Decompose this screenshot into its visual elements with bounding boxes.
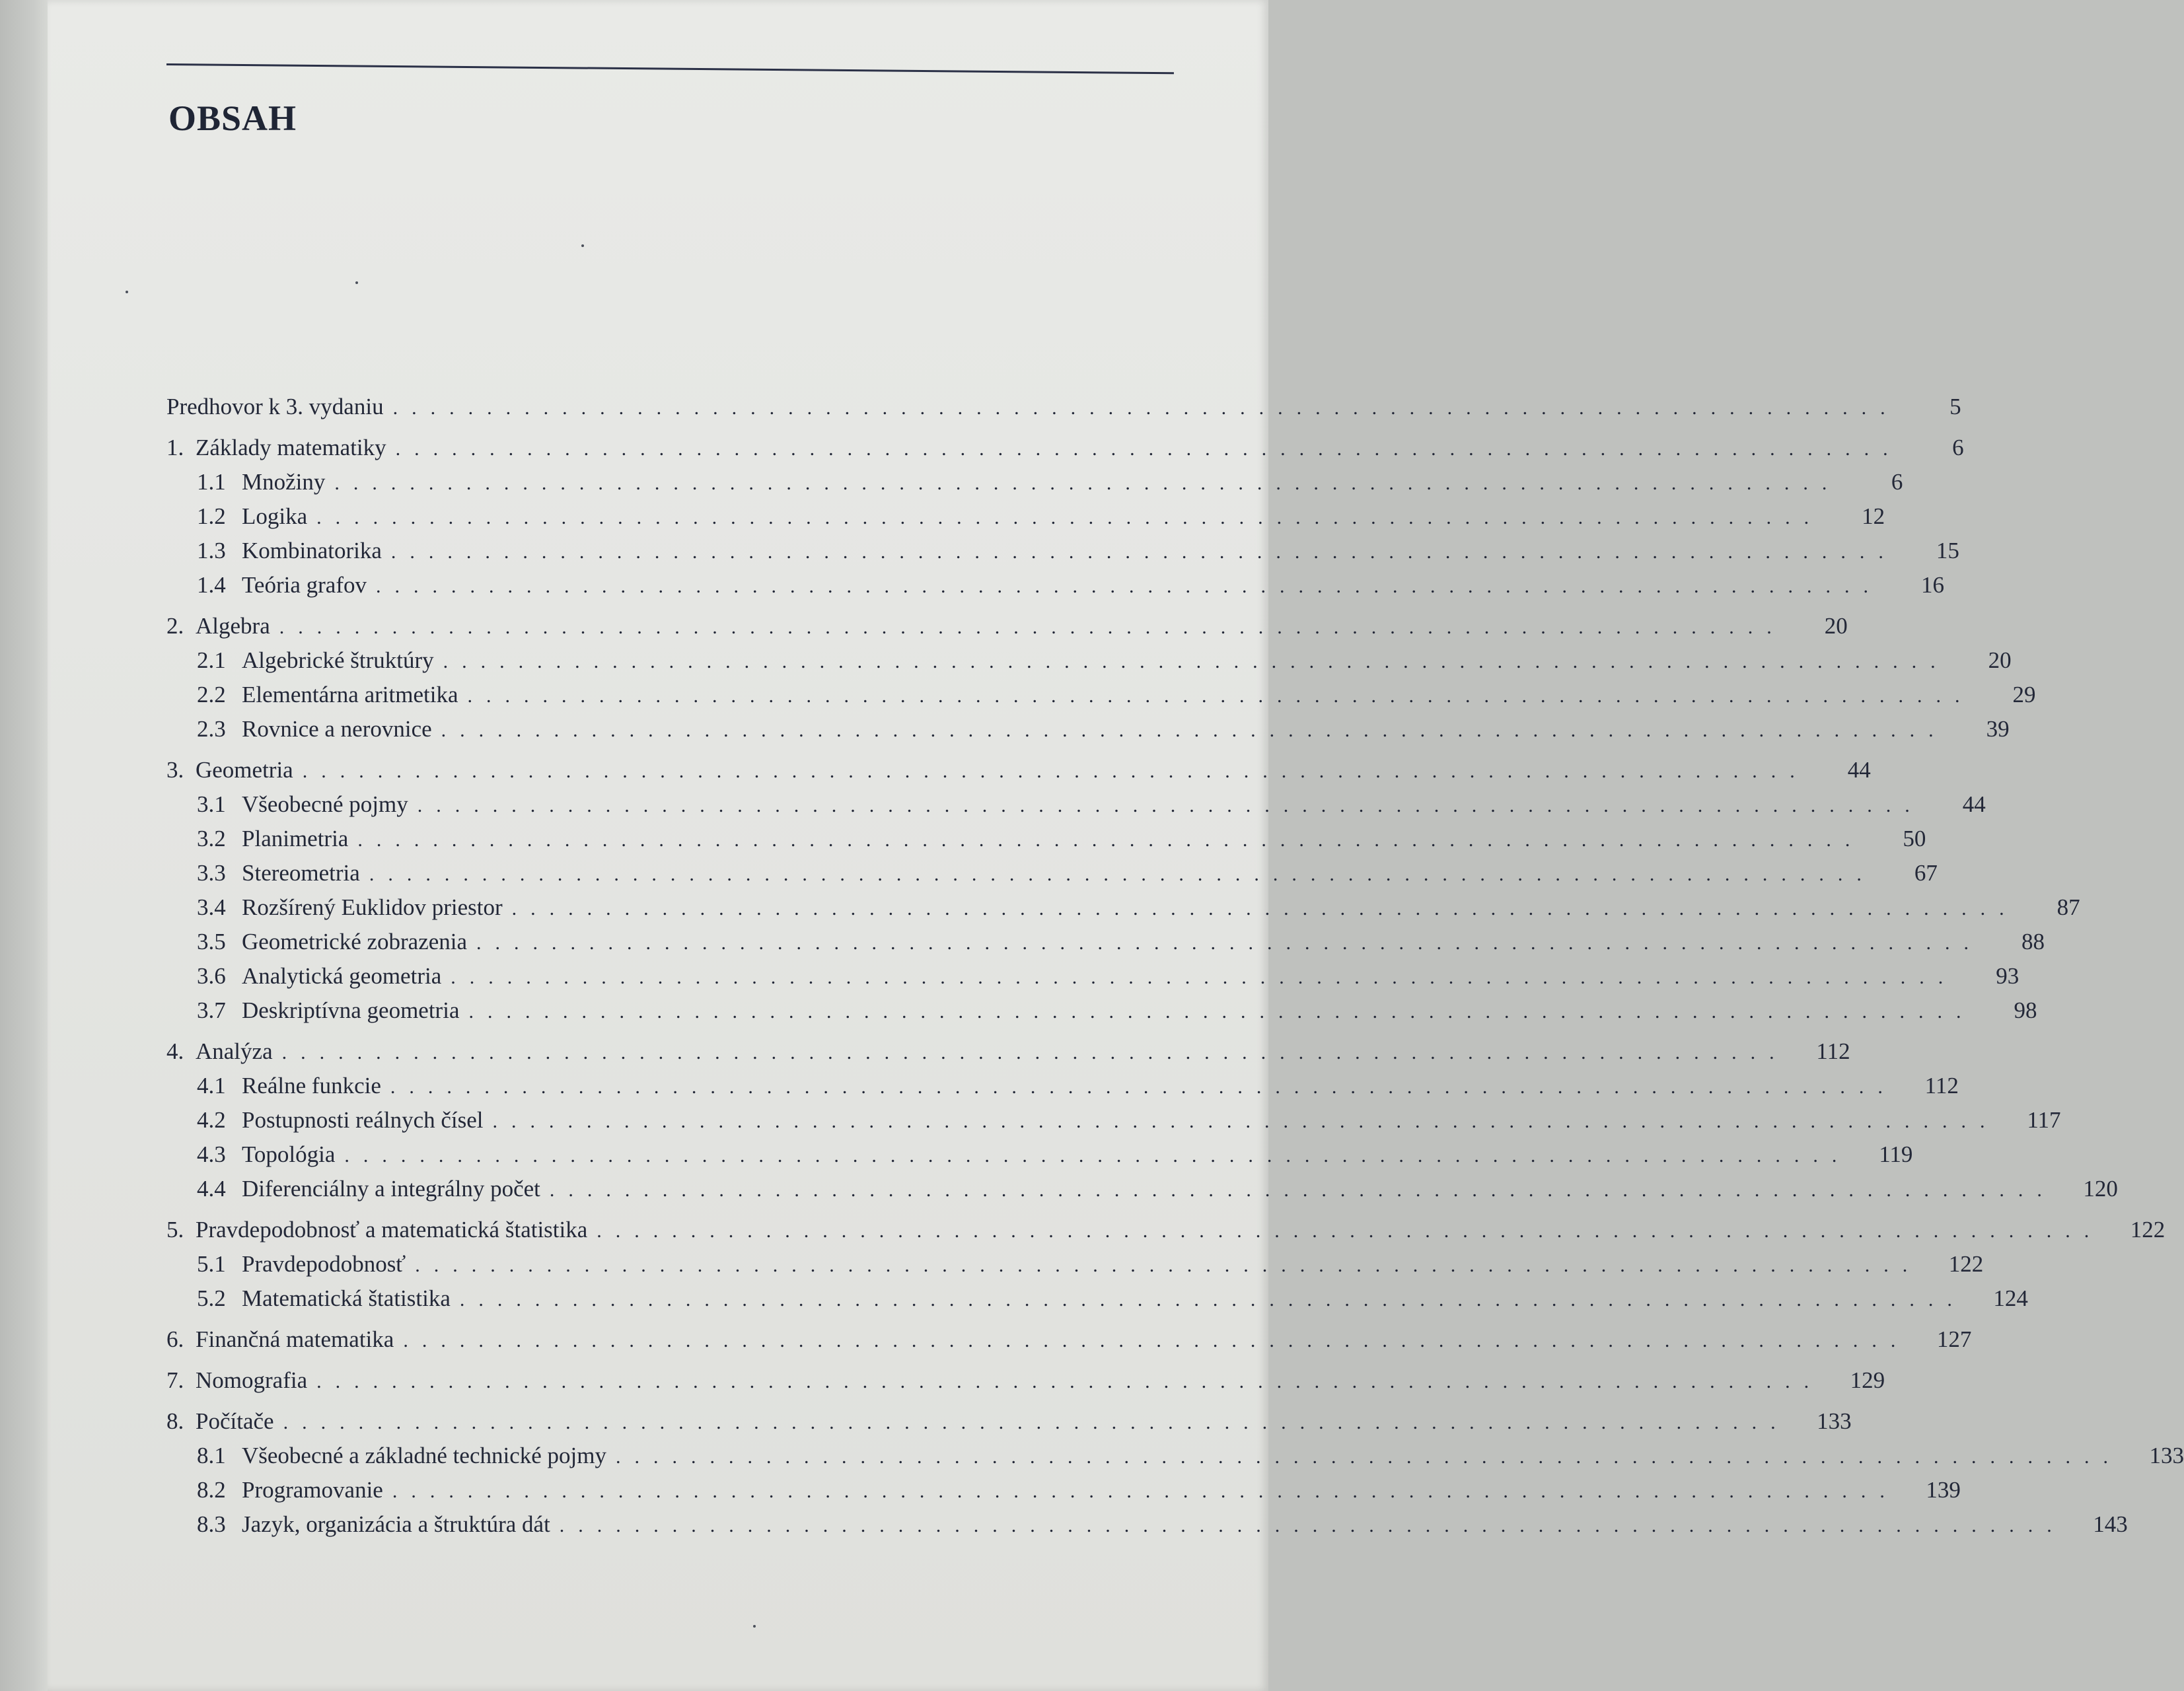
toc-section-row xyxy=(166,678,2036,712)
dot-leader: ................................................................................ xyxy=(511,898,2018,919)
toc-page-number: 129 xyxy=(1850,1367,1885,1393)
toc-entry-number: 1.4 xyxy=(197,572,226,598)
toc-section-row xyxy=(166,1137,1913,1172)
toc-entry-number: 5.2 xyxy=(197,1285,226,1311)
toc-page-number: 50 xyxy=(1903,826,1926,851)
toc-section-row xyxy=(166,1281,2028,1316)
toc-entry-title: Základy matematiky xyxy=(196,435,386,460)
toc-entry-number: 3.7 xyxy=(197,997,226,1023)
toc-entry-title: Elementárna aritmetika xyxy=(242,682,458,707)
toc-chapter-row xyxy=(166,431,1964,465)
dot-leader: ................................................................................ xyxy=(597,1220,2103,1242)
toc-page-number: 133 xyxy=(1817,1408,1852,1434)
toc-entry-number: 8.2 xyxy=(197,1477,226,1503)
dot-leader: ................................................................................ xyxy=(390,541,1897,563)
dot-leader: ................................................................................ xyxy=(316,1371,1823,1392)
toc-page-number: 122 xyxy=(2130,1217,2166,1242)
toc-entry-number: 2.2 xyxy=(197,682,226,707)
toc-entry-title: Teória grafov xyxy=(242,572,367,598)
book-page xyxy=(48,0,2184,1691)
toc-entry-number: 2. xyxy=(166,613,184,639)
toc-entry-title: Deskriptívna geometria xyxy=(242,997,460,1023)
toc-chapter-row xyxy=(166,1322,1972,1357)
toc-section-row xyxy=(166,1103,2061,1137)
page-title: OBSAH xyxy=(168,98,297,138)
toc-section-row xyxy=(166,925,2045,959)
toc-entry-title: Stereometria xyxy=(242,860,360,886)
toc-entry-title: Logika xyxy=(242,503,308,529)
toc-entry-number: 8.1 xyxy=(197,1443,226,1468)
toc-section-row xyxy=(166,643,2012,678)
toc-entry-title: Programovanie xyxy=(242,1477,383,1503)
toc-page-number: 20 xyxy=(1824,613,1848,639)
toc-entry-title: Algebrické štruktúry xyxy=(242,647,434,673)
toc-page-number: 119 xyxy=(1879,1141,1913,1167)
toc-chapter-row xyxy=(166,1213,2166,1247)
toc-section-row xyxy=(166,1473,1961,1507)
toc-section-row xyxy=(166,568,1944,602)
dot-leader: ................................................................................ xyxy=(392,1480,1899,1502)
toc-page-number: 67 xyxy=(1914,860,1938,886)
toc-page-number: 16 xyxy=(1920,572,1944,598)
toc-entry-number: 1.3 xyxy=(197,538,226,563)
paper-speck xyxy=(126,291,128,293)
toc-section-row xyxy=(166,1069,1959,1103)
toc-page-number: 12 xyxy=(1862,503,1885,529)
paper-speck xyxy=(355,281,358,284)
toc-chapter-row xyxy=(166,753,1871,787)
dot-leader: ................................................................................ xyxy=(549,1179,2056,1201)
toc-entry-title: Počítače xyxy=(196,1408,274,1434)
toc-entry-title: Planimetria xyxy=(242,826,349,851)
dot-leader: ................................................................................ xyxy=(283,1412,1790,1433)
toc-section-row xyxy=(166,1247,1984,1281)
toc-chapter-row xyxy=(166,1363,1885,1398)
toc-entry-title: Množiny xyxy=(242,469,326,495)
toc-page-number: 112 xyxy=(1924,1073,1959,1098)
toc-entry-number: 3.6 xyxy=(197,963,226,989)
dot-leader: ................................................................................ xyxy=(441,719,1947,741)
dot-leader: ................................................................................ xyxy=(492,1110,1999,1132)
dot-leader: ................................................................................ xyxy=(395,438,1902,460)
dot-leader: ................................................................................ xyxy=(443,651,1949,672)
toc-page-number: 122 xyxy=(1948,1251,1984,1277)
dot-leader: ................................................................................ xyxy=(392,397,1899,419)
dot-leader: ................................................................................ xyxy=(403,1330,1910,1351)
toc-entry-number: 4.1 xyxy=(197,1073,226,1098)
toc-entry-number: 7. xyxy=(166,1367,184,1393)
toc-entry-number: 1.2 xyxy=(197,503,226,529)
toc-page-number: 120 xyxy=(2083,1176,2118,1202)
dot-leader: ................................................................................ xyxy=(615,1446,2122,1468)
toc-page-number: 93 xyxy=(1996,963,2020,989)
toc-entry-number: 1. xyxy=(166,435,184,460)
toc-section-row xyxy=(166,822,1926,856)
toc-page-number: 15 xyxy=(1936,538,1959,563)
toc-section-row xyxy=(166,534,1959,568)
toc-section-row xyxy=(166,712,2010,746)
toc-entry-number: 2.3 xyxy=(197,716,226,742)
toc-entry-title: Pravdepodobnosť xyxy=(242,1251,406,1277)
toc-entry-title: Predhovor k 3. vydaniu xyxy=(166,394,384,419)
toc-entry-title: Všeobecné a základné technické pojmy xyxy=(242,1443,606,1468)
toc-entry-number: 3. xyxy=(166,757,184,783)
toc-page-number: 139 xyxy=(1926,1477,1961,1503)
toc-entry-title: Diferenciálny a integrálny počet xyxy=(242,1176,540,1202)
dot-leader: ................................................................................ xyxy=(459,1289,1966,1311)
dot-leader: ................................................................................ xyxy=(451,966,1957,988)
toc-page-number: 133 xyxy=(2149,1443,2184,1468)
toc-entry-title: Pravdepodobnosť a matematická štatistika xyxy=(196,1217,588,1242)
toc-section-row xyxy=(166,993,2037,1028)
toc-page-number: 88 xyxy=(2021,929,2045,954)
table-of-contents xyxy=(166,390,2184,1542)
toc-page-number: 5 xyxy=(1949,394,1961,419)
toc-entry-number: 3.2 xyxy=(197,826,226,851)
toc-page-number: 20 xyxy=(1988,647,2012,673)
paper-speck xyxy=(753,1625,756,1628)
toc-section-row xyxy=(166,787,1986,822)
toc-entry-title: Geometrické zobrazenia xyxy=(242,929,468,954)
dot-leader: ................................................................................ xyxy=(415,1254,1922,1276)
toc-chapter-row xyxy=(166,390,1961,424)
toc-entry-title: Rovnice a nerovnice xyxy=(242,716,432,742)
top-rule xyxy=(166,63,1174,74)
toc-chapter-row xyxy=(166,609,1848,643)
toc-section-row xyxy=(166,1172,2118,1206)
toc-entry-title: Kombinatorika xyxy=(242,538,382,563)
toc-entry-number: 1.1 xyxy=(197,469,226,495)
toc-section-row xyxy=(166,465,1903,499)
dot-leader: ................................................................................ xyxy=(467,685,1974,707)
page-edge xyxy=(0,0,48,1691)
dot-leader: ................................................................................ xyxy=(316,507,1823,528)
toc-entry-number: 3.4 xyxy=(197,894,226,920)
toc-entry-number: 2.1 xyxy=(197,647,226,673)
toc-page-number: 87 xyxy=(2057,894,2080,920)
toc-entry-title: Analytická geometria xyxy=(242,963,442,989)
toc-page-number: 6 xyxy=(1952,435,1964,460)
toc-page-number: 143 xyxy=(2093,1511,2128,1537)
dot-leader: ................................................................................ xyxy=(559,1515,2066,1536)
toc-entry-number: 3.5 xyxy=(197,929,226,954)
toc-page-number: 124 xyxy=(1993,1285,2028,1311)
toc-page-number: 44 xyxy=(1847,757,1871,783)
toc-page-number: 29 xyxy=(2012,682,2036,707)
toc-entry-title: Reálne funkcie xyxy=(242,1073,381,1098)
toc-section-row xyxy=(166,1439,2184,1473)
toc-entry-title: Postupnosti reálnych čísel xyxy=(242,1107,484,1133)
toc-chapter-row xyxy=(166,1034,1850,1069)
toc-entry-number: 4.2 xyxy=(197,1107,226,1133)
dot-leader: ................................................................................ xyxy=(369,863,1875,885)
dot-leader: ................................................................................ xyxy=(279,616,1786,638)
toc-entry-number: 4. xyxy=(166,1038,184,1064)
dot-leader: ................................................................................ xyxy=(468,1001,1975,1023)
dot-leader: ................................................................................ xyxy=(417,795,1924,816)
dot-leader: ................................................................................ xyxy=(334,472,1841,494)
toc-page-number: 98 xyxy=(2014,997,2037,1023)
toc-page-number: 117 xyxy=(2027,1107,2061,1133)
toc-entry-title: Geometria xyxy=(196,757,293,783)
toc-section-row xyxy=(166,1507,2128,1542)
toc-entry-title: Rozšírený Euklidov priestor xyxy=(242,894,503,920)
dot-leader: ................................................................................ xyxy=(302,760,1809,782)
toc-entry-title: Algebra xyxy=(196,613,270,639)
toc-section-row xyxy=(166,890,2080,925)
toc-entry-title: Analýza xyxy=(196,1038,273,1064)
toc-entry-number: 4.4 xyxy=(197,1176,226,1202)
toc-page-number: 6 xyxy=(1891,469,1903,495)
toc-page-number: 112 xyxy=(1816,1038,1850,1064)
toc-entry-title: Finančná matematika xyxy=(196,1326,394,1352)
toc-entry-title: Jazyk, organizácia a štruktúra dát xyxy=(242,1511,550,1537)
dot-leader: ................................................................................ xyxy=(476,932,1983,954)
dot-leader: ................................................................................ xyxy=(344,1145,1851,1167)
toc-section-row xyxy=(166,499,1885,534)
toc-page-number: 127 xyxy=(1936,1326,1972,1352)
toc-section-row xyxy=(166,959,2020,993)
toc-page-number: 39 xyxy=(1986,716,2010,742)
toc-entry-title: Matematická štatistika xyxy=(242,1285,451,1311)
toc-entry-title: Nomografia xyxy=(196,1367,308,1393)
toc-entry-title: Všeobecné pojmy xyxy=(242,791,408,817)
toc-entry-number: 6. xyxy=(166,1326,184,1352)
toc-entry-number: 8.3 xyxy=(197,1511,226,1537)
dot-leader: ................................................................................ xyxy=(390,1076,1897,1098)
dot-leader: ................................................................................ xyxy=(281,1042,1788,1063)
dot-leader: ................................................................................ xyxy=(375,575,1882,597)
toc-entry-number: 8. xyxy=(166,1408,184,1434)
toc-entry-title: Topológia xyxy=(242,1141,336,1167)
toc-section-row xyxy=(166,856,1938,890)
toc-entry-number: 5. xyxy=(166,1217,184,1242)
toc-page-number: 44 xyxy=(1962,791,1986,817)
toc-entry-number: 3.1 xyxy=(197,791,226,817)
toc-chapter-row xyxy=(166,1404,1852,1439)
paper-speck xyxy=(581,244,584,247)
toc-entry-number: 5.1 xyxy=(197,1251,226,1277)
toc-entry-number: 4.3 xyxy=(197,1141,226,1167)
toc-entry-number: 3.3 xyxy=(197,860,226,886)
dot-leader: ................................................................................ xyxy=(357,829,1864,851)
